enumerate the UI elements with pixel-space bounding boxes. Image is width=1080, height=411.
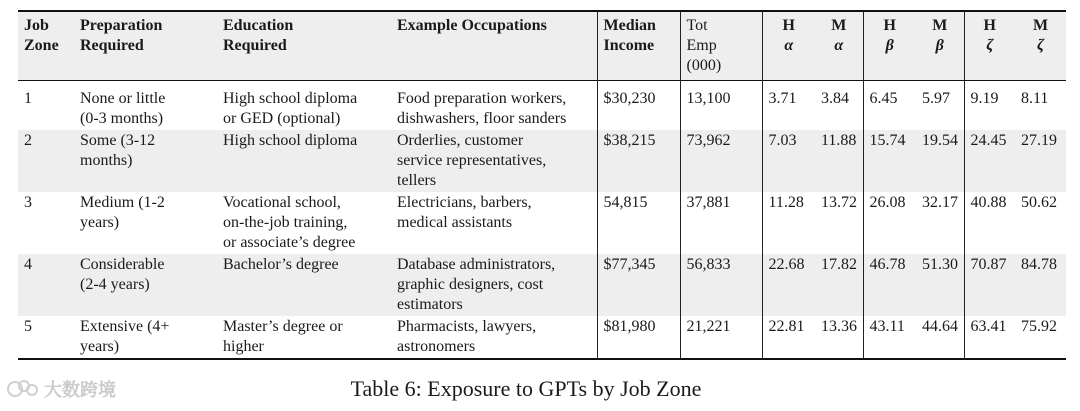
cell-education: Bachelor’s degree (223, 256, 339, 273)
cell-job-zone: 3 (24, 194, 32, 211)
cell-preparation: Medium (1-2 years) (80, 194, 165, 231)
cell-h-beta: 6.45 (863, 81, 916, 131)
header-tot-emp: Tot Emp (000) (680, 11, 762, 81)
header-m-zeta: M ζ (1032, 17, 1049, 54)
cell-m-beta: 5.97 (922, 90, 950, 107)
cell-occupations: Orderlies, customer service representatives, tellers (397, 132, 547, 189)
table-caption: Table 6: Exposure to GPTs by Job Zone (350, 376, 702, 401)
header-h-zeta: H ζ (964, 11, 1015, 81)
header-preparation: Preparation Required (80, 17, 163, 54)
cell-occupations: Electricians, barbers, medical assistants (397, 194, 532, 231)
cell-education: High school diploma or GED (optional) (223, 90, 358, 127)
cell-h-beta: 26.08 (863, 192, 916, 254)
table-row (18, 192, 1066, 254)
cell-m-alpha: 17.82 (821, 256, 857, 273)
cell-median-income: $38,215 (597, 130, 680, 192)
cell-h-alpha: 11.28 (762, 192, 815, 254)
cell-m-zeta: 84.78 (1021, 256, 1057, 273)
cell-m-beta: 51.30 (922, 256, 958, 273)
cell-h-alpha: 22.81 (762, 316, 815, 359)
table-row (18, 81, 1066, 131)
cell-preparation: Some (3-12 months) (80, 132, 156, 169)
cell-median-income: $77,345 (597, 254, 680, 316)
cell-job-zone: 5 (24, 318, 32, 335)
cell-median-income: 54,815 (597, 192, 680, 254)
cell-preparation: Extensive (4+ years) (80, 318, 170, 355)
cell-h-zeta: 40.88 (964, 192, 1015, 254)
cell-tot-emp: 56,833 (680, 254, 762, 316)
table-row (18, 130, 1066, 192)
cell-median-income: $81,980 (597, 316, 680, 359)
cell-h-beta: 46.78 (863, 254, 916, 316)
cell-h-alpha: 7.03 (762, 130, 815, 192)
cell-education: High school diploma (223, 132, 358, 149)
header-occupations: Example Occupations (397, 17, 547, 34)
table-row (18, 254, 1066, 316)
cell-tot-emp: 21,221 (680, 316, 762, 359)
cell-tot-emp: 13,100 (680, 81, 762, 131)
cell-m-beta: 32.17 (922, 194, 958, 211)
cell-tot-emp: 73,962 (680, 130, 762, 192)
cell-job-zone: 1 (24, 90, 32, 107)
cell-m-alpha: 3.84 (821, 90, 849, 107)
cell-m-zeta: 75.92 (1021, 318, 1057, 335)
cell-m-zeta: 27.19 (1021, 132, 1057, 149)
cell-occupations: Food preparation workers, dishwashers, floor sanders (397, 90, 567, 127)
watermark-text: 大数跨境 (44, 380, 116, 401)
header-m-beta: M β (932, 17, 948, 54)
header-education: Education Required (223, 17, 294, 54)
cell-median-income: $30,230 (597, 81, 680, 131)
cell-preparation: None or little (0-3 months) (80, 90, 166, 127)
cell-job-zone: 2 (24, 132, 32, 149)
cell-h-zeta: 24.45 (964, 130, 1015, 192)
header-h-alpha: H α (762, 11, 815, 81)
header-median-income: Median Income (597, 11, 680, 81)
cell-h-beta: 15.74 (863, 130, 916, 192)
header-h-beta: H β (863, 11, 916, 81)
exposure-table (18, 10, 1066, 360)
cell-h-zeta: 9.19 (964, 81, 1015, 131)
cell-m-alpha: 13.72 (821, 194, 857, 211)
cell-h-zeta: 70.87 (964, 254, 1015, 316)
cell-h-beta: 43.11 (863, 316, 916, 359)
table-body (18, 81, 1066, 360)
header-job-zone: Job Zone (24, 17, 59, 54)
cell-education: Vocational school, on-the-job training, or associate’s degree (223, 194, 356, 251)
cell-m-alpha: 13.36 (821, 318, 857, 335)
cell-m-zeta: 50.62 (1021, 194, 1057, 211)
cell-education: Master’s degree or higher (223, 318, 343, 355)
cell-m-alpha: 11.88 (821, 132, 857, 149)
header-m-alpha: M α (831, 17, 847, 54)
cell-preparation: Considerable (2-4 years) (80, 256, 165, 293)
cell-m-beta: 44.64 (922, 318, 958, 335)
cell-occupations: Pharmacists, lawyers, astronomers (397, 318, 537, 355)
table-row (18, 316, 1066, 359)
cell-m-zeta: 8.11 (1021, 90, 1049, 107)
cell-h-alpha: 3.71 (762, 81, 815, 131)
cell-h-zeta: 63.41 (964, 316, 1015, 359)
cell-h-alpha: 22.68 (762, 254, 815, 316)
cell-job-zone: 4 (24, 256, 32, 273)
cell-occupations: Database administrators, graphic designers, cost estimators (397, 256, 556, 313)
cell-m-beta: 19.54 (922, 132, 958, 149)
table-header (18, 11, 1066, 81)
cell-tot-emp: 37,881 (680, 192, 762, 254)
header-row (18, 11, 1066, 81)
